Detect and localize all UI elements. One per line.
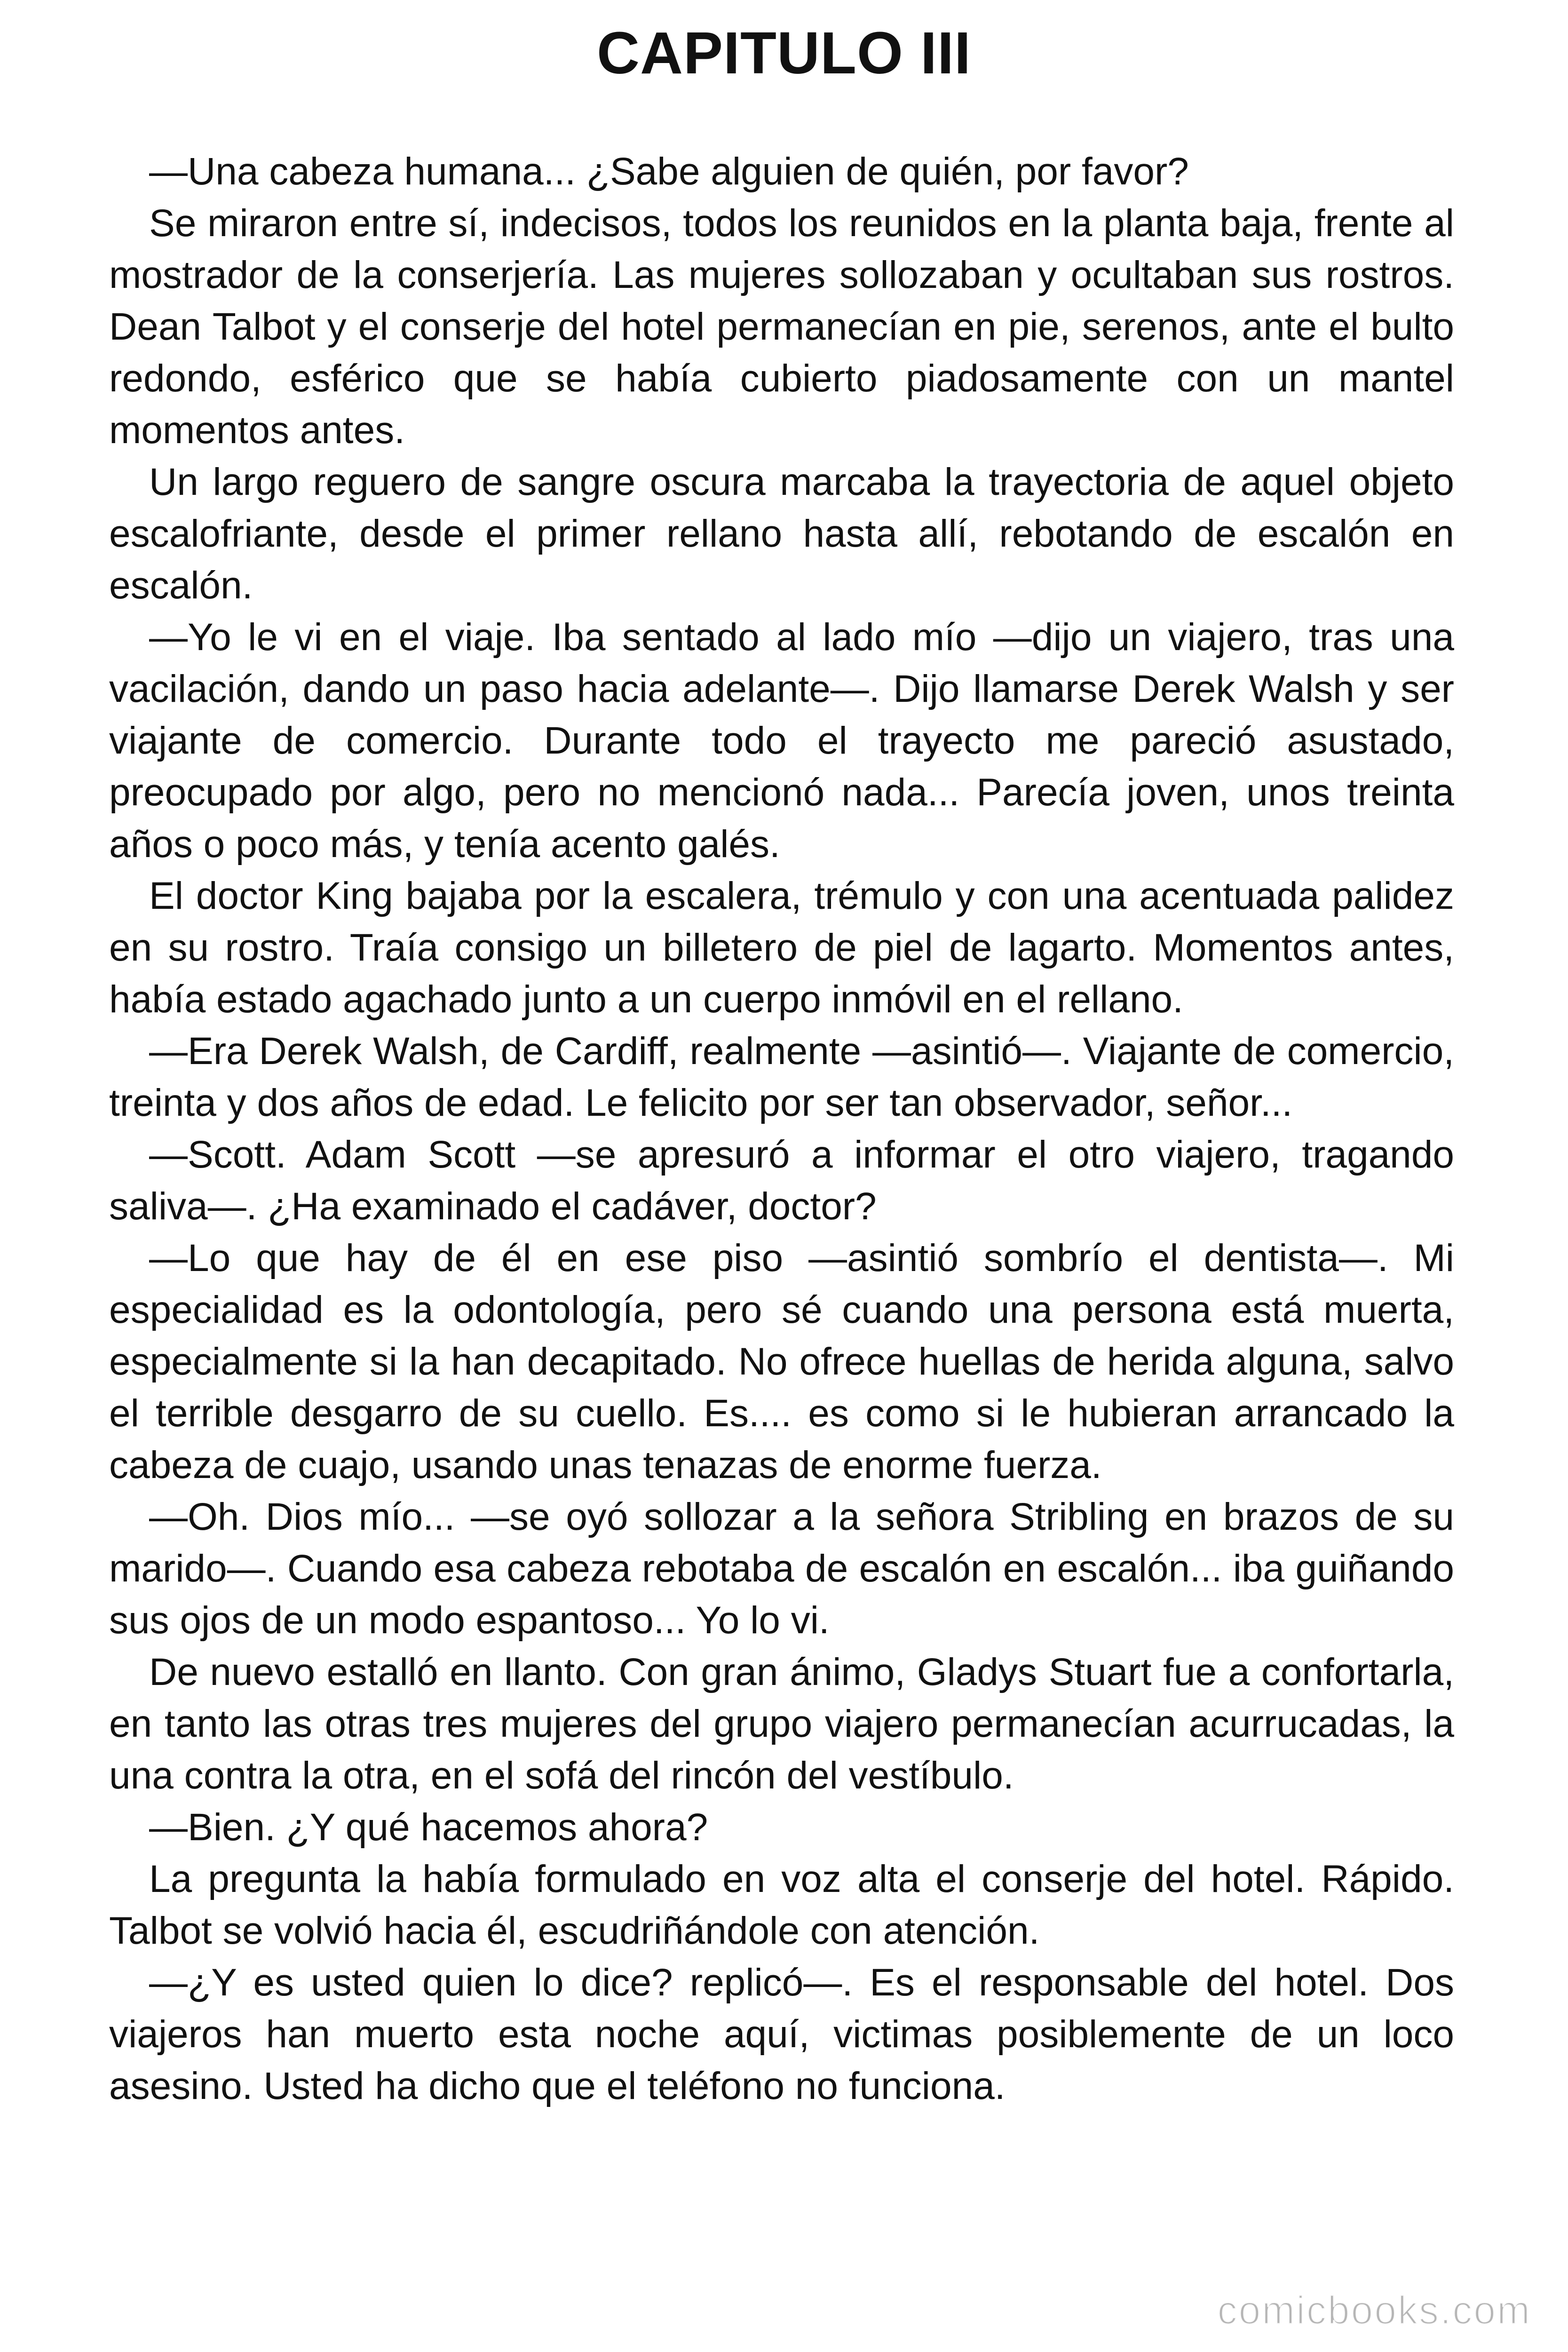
paragraph: La pregunta la había formulado en voz alta el conserje del hotel. Rápido. Talbot se volvió hacia él, escudriñándole con atención. — [109, 1858, 1454, 1952]
paragraph: —Era Derek Walsh, de Cardiff, realmente —asintió—. Viajante de comercio, treinta y dos años de edad. Le felicito por ser tan observador, señor... — [109, 1030, 1454, 1124]
paragraph: —¿Y es usted quien lo dice? replicó—. Es el responsable del hotel. Dos viajeros han muerto esta noche aquí, victimas posiblemente de un loco asesino. Usted ha dicho que el teléfono no funciona. — [109, 1961, 1454, 2107]
paragraph: —Una cabeza humana... ¿Sabe alguien de quién, por favor? — [149, 150, 1189, 193]
paragraph: —Lo que hay de él en ese piso —asintió sombrío el dentista—. Mi especialidad es la odontología, pero sé cuando una persona está muerta, especialmente si la han decapitado. No ofrece huellas de herida alguna, salvo el terrible desgarro de su cuello. Es.... es como si le hubieran arrancado la cabeza de cuajo, usando unas tenazas de enorme fuerza. — [109, 1237, 1454, 1486]
paragraph: Un largo reguero de sangre oscura marcaba la trayectoria de aquel objeto escalofriante, desde el primer rellano hasta allí, rebotando de escalón en escalón. — [109, 461, 1454, 607]
paragraph: —Bien. ¿Y qué hacemos ahora? — [149, 1806, 708, 1849]
paragraph: De nuevo estalló en llanto. Con gran ánimo, Gladys Stuart fue a confortarla, en tanto las otras tres mujeres del grupo viajero permanecían acurrucadas, la una contra la otra, en el sofá del rincón del vestíbulo. — [109, 1651, 1454, 1797]
paragraph: Se miraron entre sí, indecisos, todos los reunidos en la planta baja, frente al mostrador de la conserjería. Las mujeres sollozaban y ocultaban sus rostros. Dean Talbot y el conserje del hotel permanecían en pie, serenos, ante el bulto redondo, esférico que se había cubierto piadosamente con un mantel momentos antes. — [109, 202, 1454, 452]
watermark: comicbooks.com — [1217, 2288, 1531, 2332]
paragraph: —Oh. Dios mío... —se oyó sollozar a la señora Stribling en brazos de su marido—. Cuando esa cabeza rebotaba de escalón en escalón... iba guiñando sus ojos de un modo espantoso... Yo lo vi. — [109, 1495, 1454, 1642]
chapter-title: CAPITULO III — [597, 20, 971, 86]
chapter-body — [109, 146, 1454, 2310]
paragraph: —Scott. Adam Scott —se apresuró a informar el otro viajero, tragando saliva—. ¿Ha examinado el cadáver, doctor? — [109, 1133, 1454, 1228]
paragraph: El doctor King bajaba por la escalera, trémulo y con una acentuada palidez en su rostro. Traía consigo un billetero de piel de lagarto. Momentos antes, había estado agachado junto a un cuerpo inmóvil en el rellano. — [109, 874, 1454, 1021]
paragraph: —Yo le vi en el viaje. Iba sentado al lado mío —dijo un viajero, tras una vacilación, dando un paso hacia adelante—. Dijo llamarse Derek Walsh y ser viajante de comercio. Durante todo el trayecto me pareció asustado, preocupado por algo, pero no mencionó nada... Parecía joven, unos treinta años o poco más, y tenía acento galés. — [109, 616, 1454, 866]
